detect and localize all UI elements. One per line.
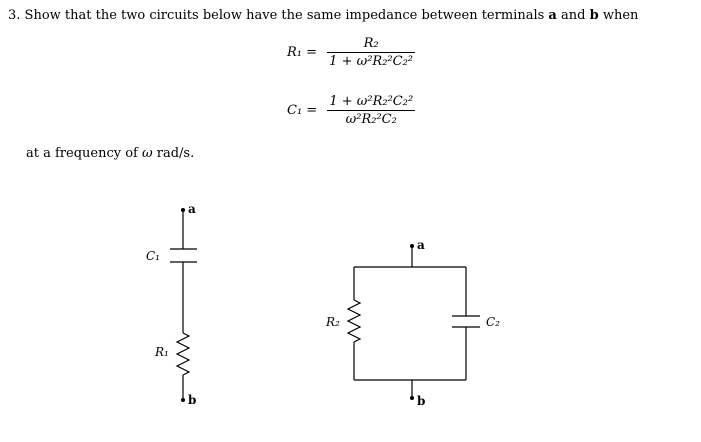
equation-c1-numerator: 1 + ω²R₂²C₂² xyxy=(329,94,414,109)
circuit2-resistor-label: R₂ xyxy=(326,315,340,329)
terminal-a-text: a xyxy=(548,8,557,23)
circuit2-resistor xyxy=(348,300,360,342)
circuit-2 xyxy=(348,244,480,400)
equation-r1-denominator: 1 + ω²R₂²C₂² xyxy=(329,54,413,69)
circuit1-capacitor-label: C₁ xyxy=(146,249,160,263)
equation-r1-lhs: R₁ = xyxy=(287,45,318,60)
circuit1-resistor-label: R₁ xyxy=(155,345,169,359)
frequency-after: rad/s. xyxy=(156,146,195,161)
when-text: when xyxy=(602,8,639,23)
equation-r1-numerator: R₂ xyxy=(363,36,379,51)
problem-text: Show that the two circuits below have the same impedance between terminals xyxy=(24,8,545,23)
circuit1-terminal-b-label: b xyxy=(188,393,197,407)
frequency-before: at a frequency of xyxy=(26,146,138,161)
terminal-b-text: b xyxy=(589,8,599,23)
circuit2-terminal-b-dot xyxy=(410,396,414,400)
circuit1-terminal-a-label: a xyxy=(188,202,196,216)
circuit1-terminal-b-dot xyxy=(181,398,185,402)
circuit-1 xyxy=(170,208,197,402)
circuit2-terminal-a-label: a xyxy=(417,238,425,252)
circuit2-terminal-b-label: b xyxy=(417,394,426,408)
problem-number: 3. xyxy=(8,8,21,23)
circuit2-capacitor-label: C₂ xyxy=(486,315,500,329)
circuit1-resistor xyxy=(177,333,189,375)
equation-c1-lhs: C₁ = xyxy=(287,103,318,118)
equation-c1-denominator: ω²R₂²C₂ xyxy=(327,110,415,127)
and-text: and xyxy=(561,8,586,23)
omega-symbol: ω xyxy=(142,146,153,161)
